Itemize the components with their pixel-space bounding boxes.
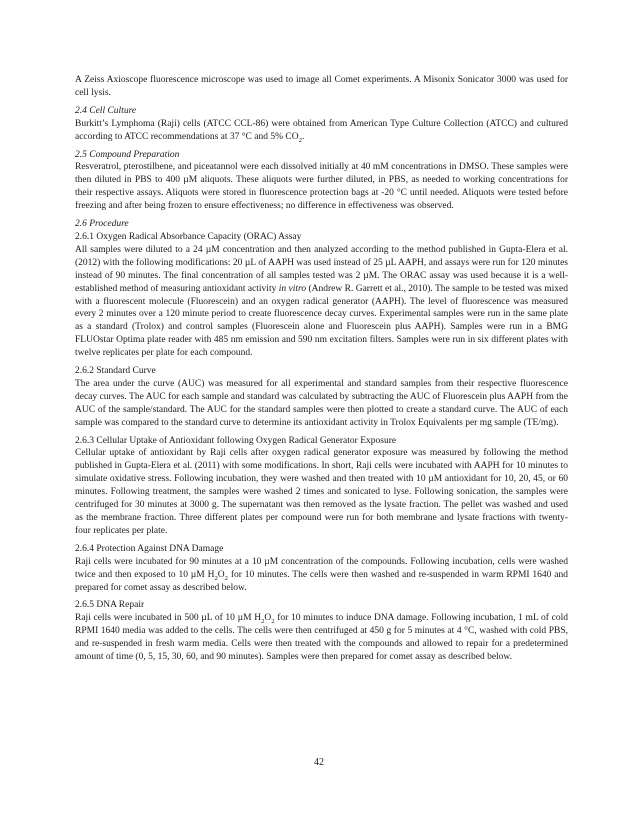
heading-standard-curve: 2.6.2 Standard Curve — [75, 366, 156, 377]
cell-culture-paragraph: Burkitt’s Lymphoma (Raji) cells (ATCC CCL-86) were obtained from American Type Culture Collection (ATCC) and cultured according to ATCC recommendations at 37 °C and 5% $CO_2$. — [75, 118, 568, 144]
heading-procedure: 2.6 Procedure — [75, 219, 129, 230]
heading-cell-culture: 2.4 Cell Culture — [75, 105, 137, 116]
heading-cellular-uptake: 2.6.3 Cellular Uptake of Antioxidant following Oxygen Radical Generator Exposure — [75, 435, 397, 446]
heading-orac-assay: 2.6.1 Oxygen Radical Absorbance Capacity (ORAC) Assay — [75, 231, 302, 242]
cellular-uptake-paragraph: Cellular uptake of antioxidant by Raji cells after oxygen radical generator exposure was measured by following the method published in Gupta-Elera et al. (2011) with some modifications. In short, Raji cells were incubated with AAPH for 10 minutes to simulate oxidative stress. Following incubation, they were washed and then treated with 10 µM antioxidant for 10, 20, 45, or 60 minutes. Following treatment, the samples were washed 2 times and sonicated to lyse. Following sonication, the samples were centrifuged for 30 minutes at 3000 g. The supernatant was then removed as the lysate fraction. The pellet was washed and used as the membrane fraction. Three different plates per compound were run for both membrane and lysate fractions with twenty-four replicates per plate. — [75, 448, 568, 536]
page-number: 42 — [314, 757, 324, 768]
dna-repair-paragraph: Raji cells were incubated in 500 µL of 10 µM $H_2O_2$ for 10 minutes to induce DNA damage. Following incubation, 1 mL of cold RPMI 1640 media was added to the cells. The cells were then centrifuged at 450 g for 5 minutes at 4 °C, washed with cold PBS, and re-suspended in fresh warm media. Cells were then treated with the compounds and allowed to repair for a predetermined amount of time (0, 5, 15, 30, 60, and 90 minutes). Samples were then prepared for comet assay as described below. — [75, 613, 568, 663]
standard-curve-paragraph: The area under the curve (AUC) was measured for all experimental and standard samples from their respective fluorescence decay curves. The AUC for each sample and standard was calculated by subtracting the AUC of Fluorescein plus AAPH from the AUC of the sample/standard. The AUC for the standard samples were then plotted to create a standard curve. The AUC of each sample was compared to the standard curve to determine its antioxidant activity in Trolox Equivalents per mg sample (TE/mg). — [75, 378, 568, 428]
compound-preparation-paragraph: Resveratrol, pterostilbene, and piceatannol were each dissolved initially at 40 mM concentrations in DMSO. These samples were then diluted in PBS to 400 µM aliquots. These aliquots were further diluted, in PBS, as needed to working concentrations for their respective assays. Aliquots were stored in fluorescence protection bags at -20 °C until needed. Aliquots were tested before freezing and after being frozen to ensure effectiveness; no difference in effectiveness was observed. — [75, 162, 568, 212]
orac-paragraph: All samples were diluted to a 24 µM concentration and then analyzed according to the method published in Gupta-Elera et al. (2012) with the following modifications: 20 µL of AAPH was used instead of 25 µL AAPH, and assays were run for 120 minutes instead of 90 minutes. The final concentration of all samples tested was 2 µM. The ORAC assay was used because it is a well-established method of measuring antioxidant activity in vitro (Andrew R. Garrett et al., 2010). The sample to be tested was mixed with a fluorescent molecule (Fluorescein) and an oxygen radical generator (AAPH). The level of fluorescence was measured every 2 minutes over a 120 minute period to create fluorescence decay curves. Experimental samples were run in the same plate as a standard (Trolox) and control samples (Fluorescein alone and Fluorescein plus AAPH). Samples were run in a BMG FLUOstar Optima plate reader with 485 nm emission and 590 nm excitation filters. Samples were run in six different plates with twelve replicates per plate for each compound. — [75, 244, 569, 359]
heading-dna-repair: 2.6.5 DNA Repair — [75, 600, 145, 611]
heading-compound-preparation: 2.5 Compound Preparation — [75, 149, 180, 160]
dna-damage-paragraph: Raji cells were incubated for 90 minutes at a 10 µM concentration of the compounds. Following incubation, cells were washed twice and then exposed to 10 µM $H_2O_2$ for 10 minutes. The cells were then washed and re-suspended in warm RPMI 1640 and prepared for comet assay as described below. — [75, 556, 568, 593]
intro-paragraph: A Zeiss Axioscope fluorescence microscope was used to image all Comet experiments. A Misonix Sonicator 3000 was used for cell lysis. — [75, 75, 568, 98]
heading-dna-damage: 2.6.4 Protection Against DNA Damage — [75, 543, 224, 554]
